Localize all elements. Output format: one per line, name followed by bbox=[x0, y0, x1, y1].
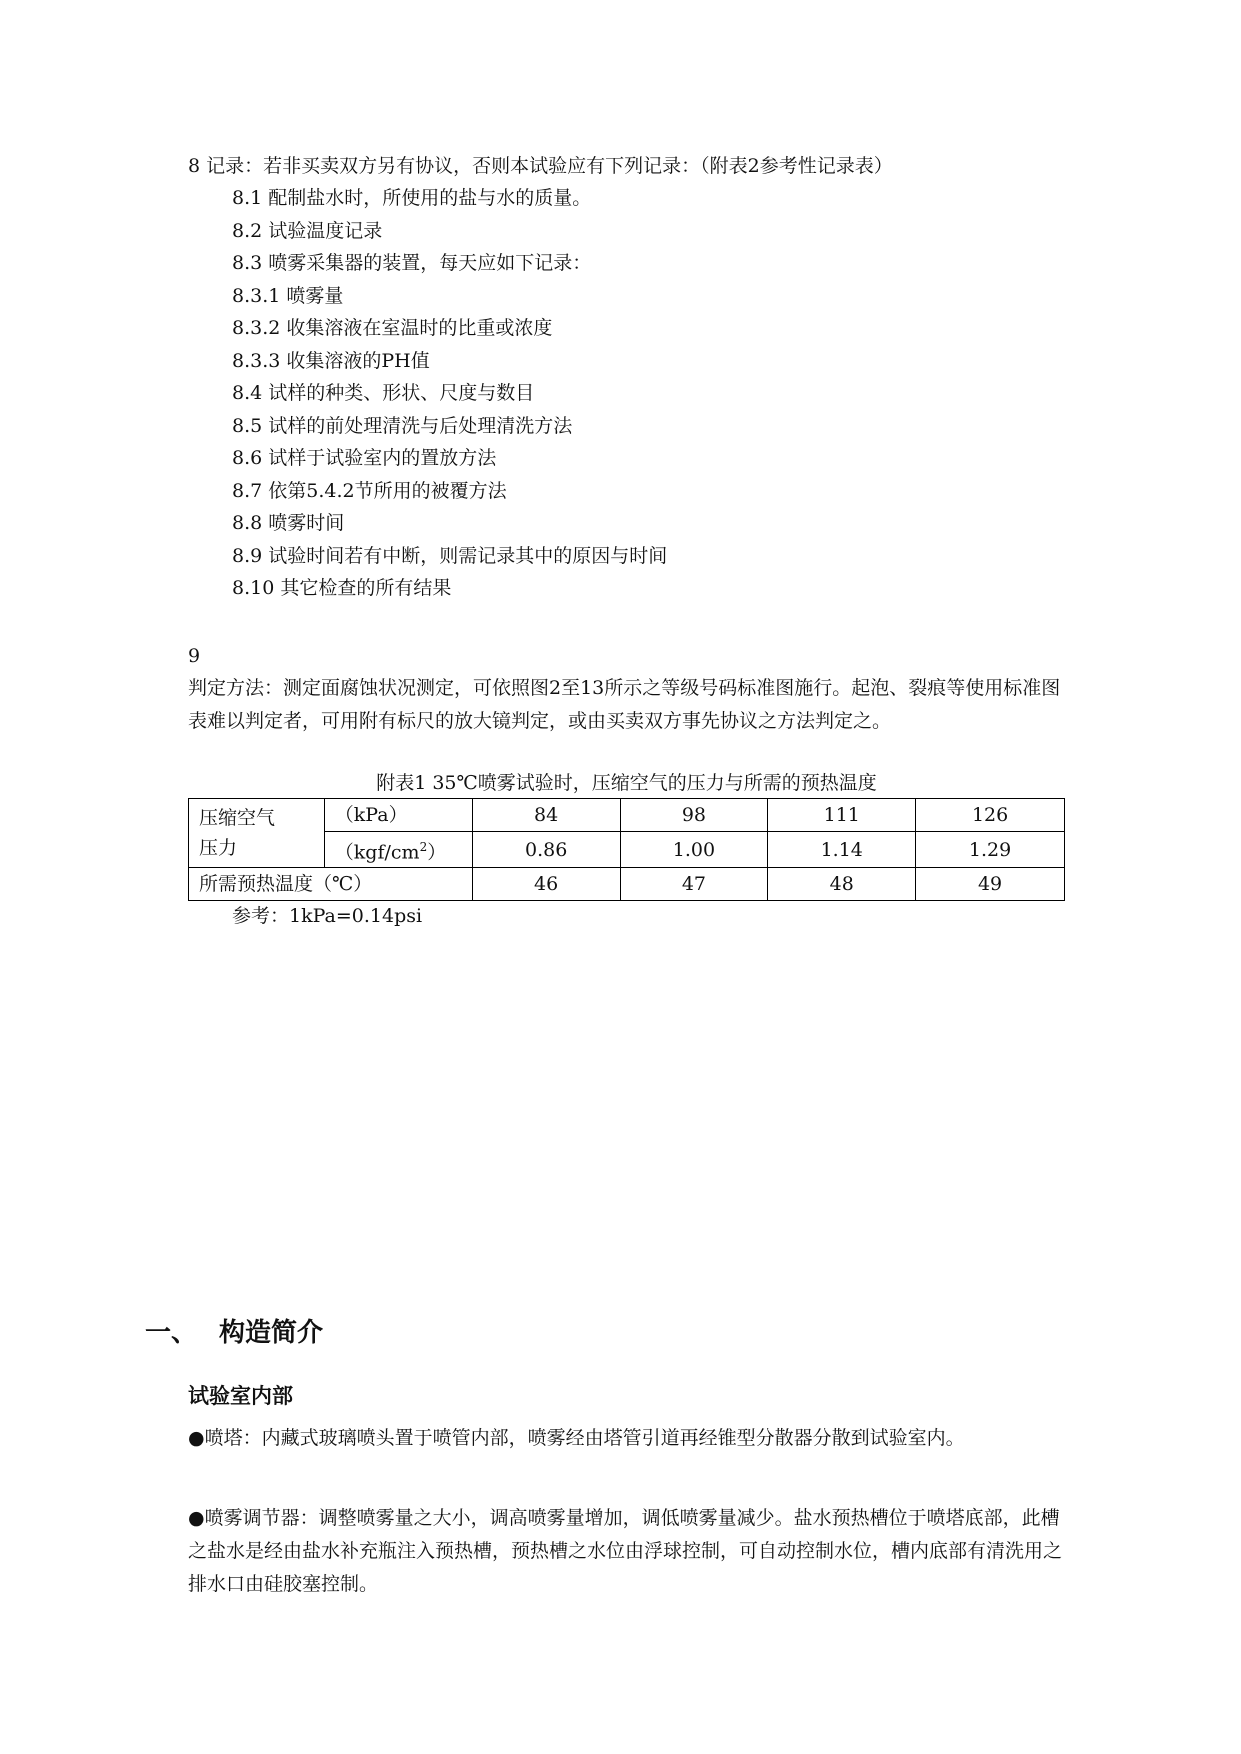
chapter-heading bbox=[145, 1315, 323, 1351]
section-8-record-list bbox=[232, 182, 667, 605]
subsection-heading: 试验室内部 bbox=[188, 1384, 293, 1408]
table-cell: 1.14 bbox=[768, 832, 916, 868]
list-item: 8.1 配制盐水时，所使用的盐与水的质量。 bbox=[232, 187, 592, 209]
unit-kgf-suffix: ） bbox=[427, 841, 447, 864]
table-caption: 附表1 35℃喷雾试验时，压缩空气的压力与所需的预热温度 bbox=[376, 772, 877, 794]
list-item: 8.6 试样于试验室内的置放方法 bbox=[232, 447, 497, 469]
table-row bbox=[189, 799, 1065, 832]
section-9-number: 9 bbox=[188, 645, 201, 667]
list-item: 8.3 喷雾采集器的装置，每天应如下记录： bbox=[232, 252, 592, 274]
table-cell: 0.86 bbox=[472, 832, 620, 868]
list-item: 8.2 试验温度记录 bbox=[232, 219, 383, 242]
table-cell: 49 bbox=[916, 868, 1065, 901]
table-cell: 48 bbox=[768, 868, 916, 901]
pressure-label-line1: 压缩空气 bbox=[199, 807, 276, 830]
table-cell: 47 bbox=[620, 868, 768, 901]
pressure-label-line2: 压力 bbox=[199, 837, 238, 860]
table-row bbox=[189, 868, 1065, 901]
list-item: 8.7 依第5.4.2节所用的被覆方法 bbox=[232, 479, 507, 502]
table-cell: 111 bbox=[768, 799, 916, 832]
unit-kgf-superscript: 2 bbox=[419, 840, 428, 854]
unit-kgf-prefix: （kgf/cm bbox=[334, 841, 420, 864]
table-cell: 1.00 bbox=[620, 832, 768, 868]
list-item: 8.3.2 收集溶液在室温时的比重或浓度 bbox=[232, 317, 553, 339]
list-item: 8.5 试样的前处理清洗与后处理清洗方法 bbox=[232, 414, 573, 437]
chapter-number: 一、 bbox=[145, 1318, 198, 1348]
section-8-heading: 8 记录：若非买卖双方另有协议，否则本试验应有下列记录：（附表2参考性记录表） bbox=[188, 155, 893, 177]
table-cell: 98 bbox=[620, 799, 768, 832]
list-item: 8.3.3 收集溶液的PH值 bbox=[232, 349, 430, 372]
unit-kpa-cell: （kPa） bbox=[324, 799, 472, 832]
list-item: 8.8 喷雾时间 bbox=[232, 512, 345, 534]
table-cell: 126 bbox=[916, 799, 1065, 832]
section-9-judgement-text: 判定方法：测定面腐蚀状况测定，可依照图2至13所示之等级号码标准图施行。起泡、裂痕等使用标准图表难以判定者，可用附有标尺的放大镜判定，或由买卖双方事先协议之方法判定之。 bbox=[188, 677, 1061, 732]
spray-tower-paragraph: ●喷塔：内藏式玻璃喷头置于喷管内部，喷雾经由塔管引道再经锥型分散器分散到试验室内。 bbox=[188, 1427, 965, 1449]
table-cell: 1.29 bbox=[916, 832, 1065, 868]
table-cell: 46 bbox=[472, 868, 620, 901]
unit-kgf-cell bbox=[324, 832, 472, 868]
list-item: 8.4 试样的种类、形状、尺度与数目 bbox=[232, 382, 535, 404]
unit-reference-note: 参考：1kPa=0.14psi bbox=[232, 905, 423, 927]
table-cell: 84 bbox=[472, 799, 620, 832]
list-item: 8.3.1 喷雾量 bbox=[232, 284, 344, 307]
pressure-label-cell bbox=[189, 799, 325, 868]
pressure-temperature-table bbox=[188, 798, 1065, 901]
temperature-label-cell: 所需预热温度（℃） bbox=[189, 868, 473, 901]
spray-regulator-paragraph: ●喷雾调节器：调整喷雾量之大小，调高喷雾量增加，调低喷雾量减少。盐水预热槽位于喷塔底部，此槽之盐水是经由盐水补充瓶注入预热槽，预热槽之水位由浮球控制，可自动控制水位，槽内底部有清洗用之排水口由硅胶塞控制。 bbox=[188, 1507, 1063, 1595]
chapter-title: 构造简介 bbox=[219, 1318, 324, 1348]
list-item: 8.10 其它检查的所有结果 bbox=[232, 577, 452, 599]
list-item: 8.9 试验时间若有中断，则需记录其中的原因与时间 bbox=[232, 544, 668, 567]
